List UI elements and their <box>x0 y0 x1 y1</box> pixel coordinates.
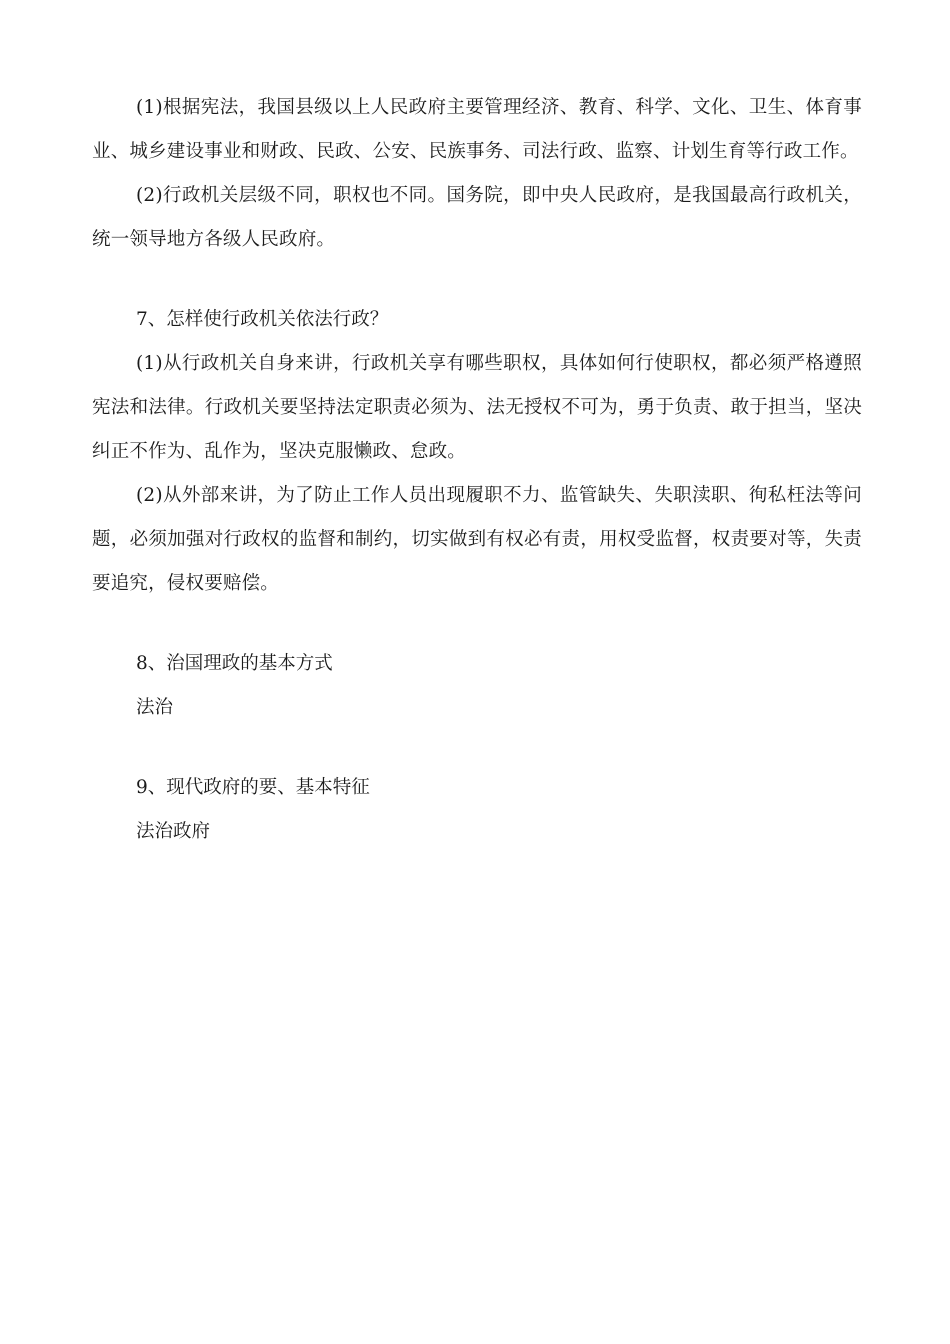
section7-paragraph-2: (2)从外部来讲，为了防止工作人员出现履职不力、监管缺失、失职渎职、徇私枉法等问题，必须加强对行政权的监督和制约，切实做到有权必有责，用权受监督，权责要对等，失责要追究，侵权要赔偿。 <box>92 485 862 594</box>
section7-heading: 7、怎样使行政机关依法行政？ <box>136 309 389 330</box>
section9-answer: 法治政府 <box>136 821 211 842</box>
document-page <box>92 86 862 854</box>
section7-paragraph-1: (1)从行政机关自身来讲，行政机关享有哪些职权，具体如何行使职权，都必须严格遵照宪法和法律。行政机关要坚持法定职责必须为、法无授权不可为，勇于负责、敢于担当，坚决纠正不作为、乱作为，坚决克服懒政、怠政。 <box>92 353 862 462</box>
section6-paragraph-1: (1)根据宪法，我国县级以上人民政府主要管理经济、教育、科学、文化、卫生、体育事业、城乡建设事业和财政、民政、公安、民族事务、司法行政、监察、计划生育等行政工作。 <box>92 97 862 162</box>
spacer <box>92 262 862 298</box>
section9-heading: 9、现代政府的要、基本特征 <box>136 777 370 798</box>
section8-heading: 8、治国理政的基本方式 <box>136 653 333 674</box>
section8-answer: 法治 <box>136 697 174 718</box>
spacer <box>92 606 862 642</box>
spacer <box>92 730 862 766</box>
section6-paragraph-2: (2)行政机关层级不同，职权也不同。国务院，即中央人民政府，是我国最高行政机关，统一领导地方各级人民政府。 <box>92 185 862 250</box>
